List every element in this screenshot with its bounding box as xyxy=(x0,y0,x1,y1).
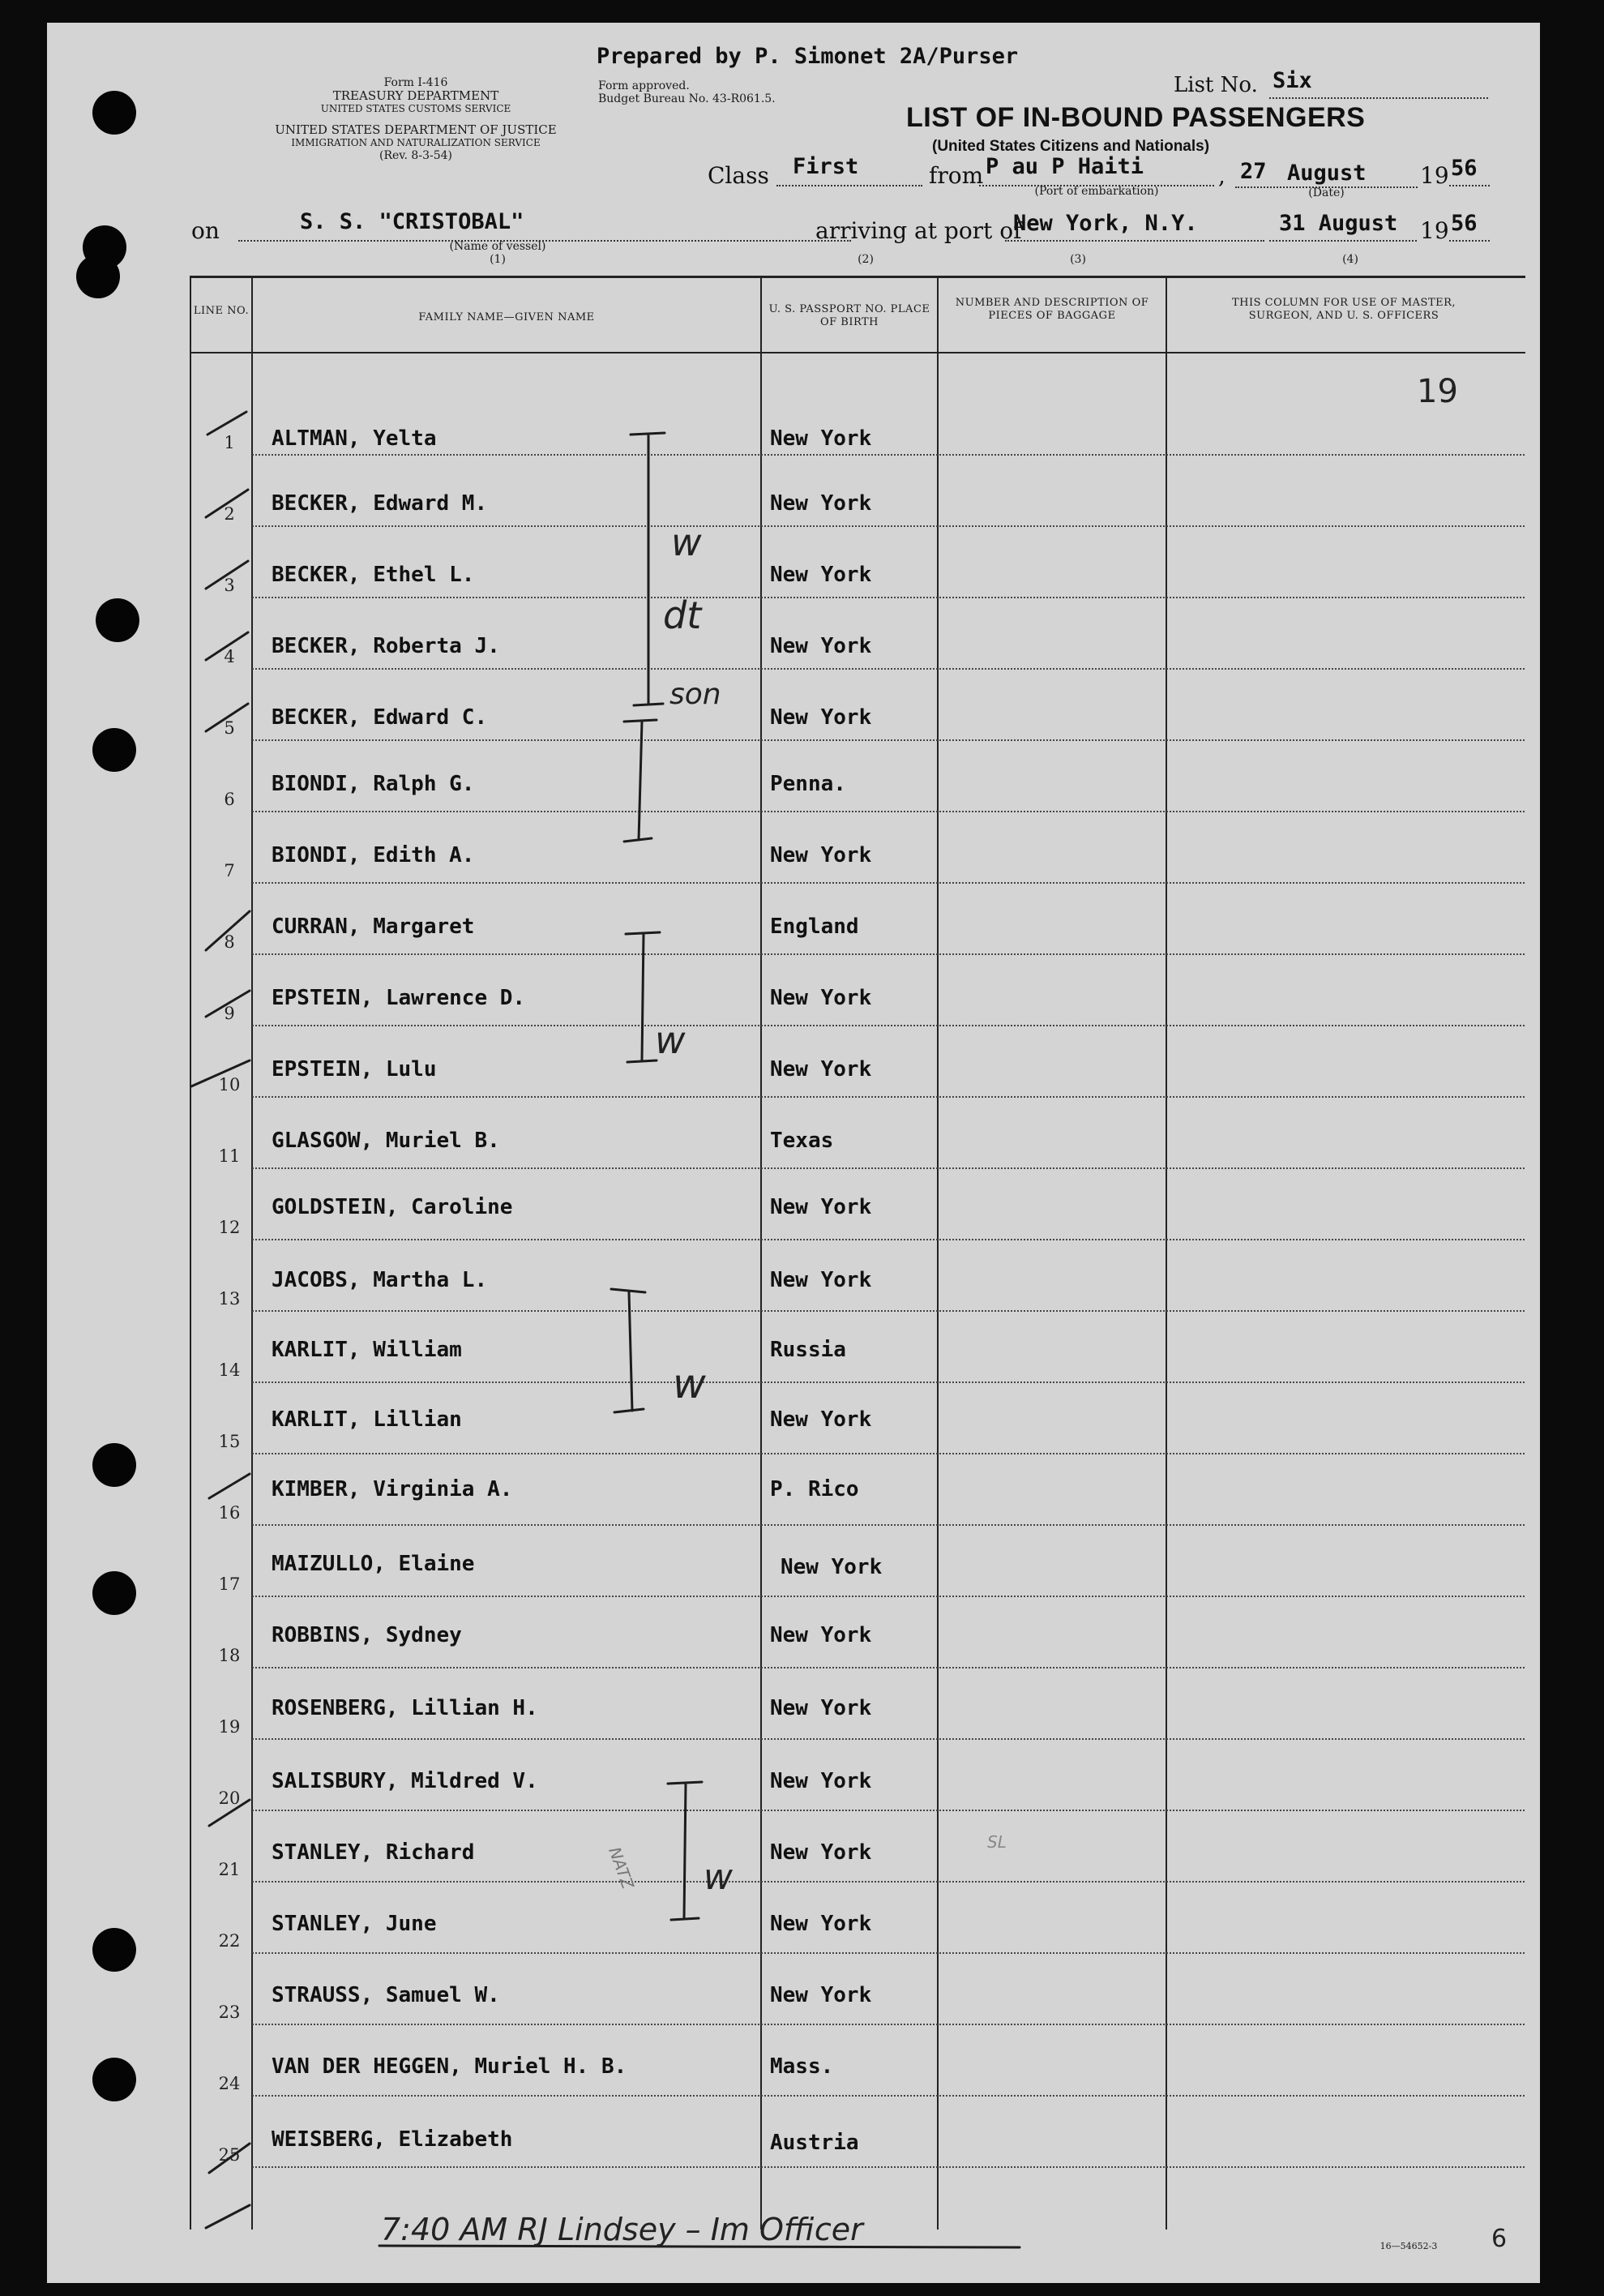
col-header-name: FAMILY NAME—GIVEN NAME xyxy=(418,311,595,323)
line-number: 15 xyxy=(218,1432,241,1451)
passenger-name: JACOBS, Martha L. xyxy=(272,1268,488,1292)
line-number: 25 xyxy=(218,2145,241,2165)
place-of-birth: Mass. xyxy=(770,2054,834,2079)
manifest-page xyxy=(47,23,1540,2283)
annotation-wife: w xyxy=(704,1857,733,1898)
table-row xyxy=(47,822,1540,893)
from-label: from xyxy=(929,162,984,189)
table-row xyxy=(47,1964,1540,2035)
table-row xyxy=(47,1464,1540,1536)
passenger-name: STANLEY, June xyxy=(272,1912,437,1936)
line-number: 17 xyxy=(218,1574,241,1594)
place-of-birth: New York xyxy=(770,426,872,451)
passenger-name: STRAUSS, Samuel W. xyxy=(272,1983,500,2007)
passenger-name: VAN DER HEGGEN, Muriel H. B. xyxy=(272,2054,627,2079)
col-num-3: (3) xyxy=(1070,253,1086,266)
departure-day: 27 xyxy=(1240,159,1267,184)
row-rule xyxy=(252,1096,1525,1098)
place-of-birth: New York xyxy=(770,843,872,867)
budget-bureau: Budget Bureau No. 43-R061.5. xyxy=(598,92,776,105)
place-of-birth: New York xyxy=(770,1268,872,1292)
line-number: 13 xyxy=(218,1289,241,1309)
place-of-birth: Penna. xyxy=(770,772,846,796)
line-number: 14 xyxy=(218,1360,241,1380)
table-row xyxy=(47,1821,1540,1892)
row-rule xyxy=(252,811,1525,812)
line-number: 3 xyxy=(224,576,235,595)
place-of-birth: New York xyxy=(770,491,872,516)
row-rule xyxy=(252,2166,1525,2168)
place-of-birth: Russia xyxy=(770,1338,846,1362)
place-of-birth: Texas xyxy=(770,1129,834,1153)
col-header-line-no: LINE NO. xyxy=(193,305,250,317)
date-caption: (Date) xyxy=(1308,186,1345,199)
vessel-caption: (Name of vessel) xyxy=(449,240,546,253)
table-row xyxy=(47,1036,1540,1107)
annotation-daughter: dt xyxy=(663,593,702,637)
treasury-department: TREASURY DEPARTMENT xyxy=(332,88,499,103)
row-rule xyxy=(252,739,1525,741)
passenger-name: SALISBURY, Mildred V. xyxy=(272,1769,538,1793)
class-line xyxy=(776,185,922,186)
year-line xyxy=(1449,185,1490,186)
place-of-birth: New York xyxy=(770,1840,872,1865)
row-rule xyxy=(252,1310,1525,1312)
passenger-name: CURRAN, Margaret xyxy=(272,915,475,939)
col-num-4: (4) xyxy=(1342,253,1358,266)
department-of-justice: UNITED STATES DEPARTMENT OF JUSTICE xyxy=(275,122,557,137)
passenger-name: KARLIT, William xyxy=(272,1338,462,1362)
col-header-officers: THIS COLUMN FOR USE OF MASTER, SURGEON, AND U. S. OFFICERS xyxy=(1231,297,1456,322)
row-rule xyxy=(252,2024,1525,2025)
line-number: 8 xyxy=(224,932,235,952)
annotation-wife: w xyxy=(673,1360,706,1407)
passenger-name: BIONDI, Edith A. xyxy=(272,843,475,867)
passenger-name: ALTMAN, Yelta xyxy=(272,426,437,451)
table-row xyxy=(47,1678,1540,1750)
departure-month: August xyxy=(1287,161,1367,186)
row-rule xyxy=(252,1453,1525,1454)
passenger-name: BECKER, Ethel L. xyxy=(272,563,475,587)
place-of-birth: New York xyxy=(770,1407,872,1432)
embarkation-caption: (Port of embarkation) xyxy=(1034,185,1159,198)
arrival-date-line xyxy=(1269,240,1417,242)
passenger-name: WEISBERG, Elizabeth xyxy=(272,2127,513,2152)
place-of-birth: New York xyxy=(770,1057,872,1082)
col-num-2: (2) xyxy=(858,253,874,266)
list-title: LIST OF IN-BOUND PASSENGERS xyxy=(906,102,1366,133)
line-number: 5 xyxy=(224,718,235,738)
annotation-natz: NATZ xyxy=(605,1844,638,1892)
table-row xyxy=(47,893,1540,965)
form-stock-number: 16—54652-3 xyxy=(1379,2241,1438,2251)
row-rule xyxy=(252,882,1525,884)
table-row xyxy=(47,1107,1540,1179)
line-number: 23 xyxy=(218,2003,241,2022)
form-approved: Form approved. xyxy=(598,79,690,92)
row-rule xyxy=(252,1952,1525,1954)
arrival-port-line xyxy=(1005,240,1264,242)
line-number: 24 xyxy=(218,2074,241,2093)
row-rule xyxy=(252,1524,1525,1526)
vessel-name: S. S. "CRISTOBAL" xyxy=(300,209,524,234)
arriving-label: arriving at port of xyxy=(815,217,1022,244)
passenger-name: ROBBINS, Sydney xyxy=(272,1623,462,1647)
table-top-rule xyxy=(190,276,1525,278)
row-rule xyxy=(252,2095,1525,2097)
table-row xyxy=(47,1607,1540,1678)
table-row xyxy=(47,608,1540,679)
table-row xyxy=(47,1393,1540,1464)
departure-year: 56 xyxy=(1451,156,1478,181)
table-row xyxy=(47,1892,1540,1964)
line-number: 6 xyxy=(224,790,235,809)
line-number: 10 xyxy=(218,1075,241,1094)
class-label: Class xyxy=(708,162,769,189)
line-number: 11 xyxy=(218,1146,241,1166)
prepared-by: Prepared by P. Simonet 2A/Purser xyxy=(597,44,1019,69)
line-number: 4 xyxy=(224,647,235,666)
passenger-name: EPSTEIN, Lulu xyxy=(272,1057,437,1082)
passenger-name: EPSTEIN, Lawrence D. xyxy=(272,986,526,1010)
place-of-birth: Austria xyxy=(770,2131,859,2155)
arrival-date: 31 August xyxy=(1279,211,1398,236)
line-number: 19 xyxy=(218,1717,241,1737)
row-rule xyxy=(252,1810,1525,1811)
passenger-name: GLASGOW, Muriel B. xyxy=(272,1129,500,1153)
ins-service: IMMIGRATION AND NATURALIZATION SERVICE xyxy=(291,137,541,148)
line-number: 21 xyxy=(218,1860,241,1879)
arrival-year: 56 xyxy=(1451,211,1478,236)
passenger-name: GOLDSTEIN, Caroline xyxy=(272,1195,513,1219)
annotation-wife: w xyxy=(655,1018,686,1062)
place-of-birth: New York xyxy=(770,1983,872,2007)
table-row xyxy=(47,679,1540,751)
table-row xyxy=(47,2035,1540,2106)
passenger-name: BIONDI, Ralph G. xyxy=(272,772,475,796)
form-number: Form I-416 xyxy=(383,76,448,89)
table-row xyxy=(47,1321,1540,1393)
list-subtitle: (United States Citizens and Nationals) xyxy=(932,138,1210,155)
table-row xyxy=(47,1536,1540,1607)
place-of-birth: England xyxy=(770,915,859,939)
year-prefix: 19 xyxy=(1420,162,1449,189)
place-of-birth: New York xyxy=(770,634,872,658)
row-rule xyxy=(252,1881,1525,1883)
row-rule xyxy=(252,525,1525,527)
place-of-birth: New York xyxy=(770,1195,872,1219)
row-rule xyxy=(252,1239,1525,1240)
class-value: First xyxy=(793,154,859,179)
passenger-name: ROSENBERG, Lillian H. xyxy=(272,1696,538,1720)
col-num-1: (1) xyxy=(490,253,506,266)
row-rule xyxy=(252,1596,1525,1597)
table-row xyxy=(47,2106,1540,2178)
line-number: 9 xyxy=(224,1004,235,1023)
footer-officer-note: 7:40 AM RJ Lindsey – Im Officer xyxy=(381,2212,863,2247)
passenger-name: BECKER, Edward M. xyxy=(272,491,488,516)
header-bottom-rule xyxy=(190,352,1525,353)
line-number: 22 xyxy=(218,1931,241,1951)
line-number: 1 xyxy=(224,433,235,452)
year-prefix-2: 19 xyxy=(1420,217,1449,244)
place-of-birth: P. Rico xyxy=(770,1477,859,1501)
place-of-birth: New York xyxy=(770,1696,872,1720)
form-revision: (Rev. 8-3-54) xyxy=(379,149,452,162)
line-number: 20 xyxy=(218,1788,241,1808)
passenger-name: STANLEY, Richard xyxy=(272,1840,475,1865)
customs-service: UNITED STATES CUSTOMS SERVICE xyxy=(320,103,511,114)
row-rule xyxy=(252,597,1525,598)
list-no-line xyxy=(1269,97,1488,99)
col-header-baggage: NUMBER AND DESCRIPTION OF PIECES OF BAGGAGE xyxy=(955,297,1149,322)
row-rule xyxy=(252,454,1525,456)
table-row xyxy=(47,1250,1540,1321)
place-of-birth: New York xyxy=(770,1623,872,1647)
list-no-label: List No. xyxy=(1174,73,1258,97)
line-number: 2 xyxy=(224,504,235,524)
place-of-birth: New York xyxy=(770,986,872,1010)
row-rule xyxy=(252,953,1525,955)
table-row xyxy=(47,1750,1540,1821)
row-rule xyxy=(252,668,1525,670)
row-rule xyxy=(252,1167,1525,1169)
row-rule xyxy=(252,1738,1525,1740)
passenger-name: KARLIT, Lillian xyxy=(272,1407,462,1432)
line-number: 7 xyxy=(224,861,235,880)
officer-count: 19 xyxy=(1417,373,1458,410)
row-rule xyxy=(252,1667,1525,1668)
page-mark: 6 xyxy=(1491,2225,1508,2253)
table-row xyxy=(47,751,1540,822)
table-row xyxy=(47,965,1540,1036)
place-of-birth: New York xyxy=(770,705,872,730)
col-header-passport: U. S. PASSPORT NO. PLACE OF BIRTH xyxy=(768,303,930,328)
port-of-embarkation: P au P Haiti xyxy=(986,154,1144,179)
table-row xyxy=(47,1179,1540,1250)
table-row xyxy=(47,465,1540,537)
arrival-port: New York, N.Y. xyxy=(1013,211,1198,236)
row-rule xyxy=(252,1381,1525,1383)
passenger-name: MAIZULLO, Elaine xyxy=(272,1552,475,1576)
on-label: on xyxy=(191,217,220,244)
passenger-name: KIMBER, Virginia A. xyxy=(272,1477,513,1501)
binder-hole xyxy=(76,255,120,298)
row-rule xyxy=(252,1025,1525,1026)
line-number: 16 xyxy=(218,1503,241,1523)
place-of-birth: New York xyxy=(770,1912,872,1936)
annotation-wife: w xyxy=(671,520,702,564)
place-of-birth: New York xyxy=(770,563,872,587)
place-of-birth: New York xyxy=(770,1769,872,1793)
line-number: 12 xyxy=(218,1218,241,1237)
passenger-name: BECKER, Roberta J. xyxy=(272,634,500,658)
annotation-son: son xyxy=(669,678,721,711)
table-row xyxy=(47,537,1540,608)
list-no-value: Six xyxy=(1273,68,1312,93)
arrival-year-line xyxy=(1449,240,1490,242)
annotation-sl: SL xyxy=(987,1832,1007,1852)
passenger-name: BECKER, Edward C. xyxy=(272,705,488,730)
line-number: 18 xyxy=(218,1646,241,1665)
binder-hole xyxy=(92,91,136,135)
comma: , xyxy=(1218,162,1225,189)
table-row xyxy=(47,394,1540,465)
place-of-birth: New York xyxy=(781,1555,883,1579)
